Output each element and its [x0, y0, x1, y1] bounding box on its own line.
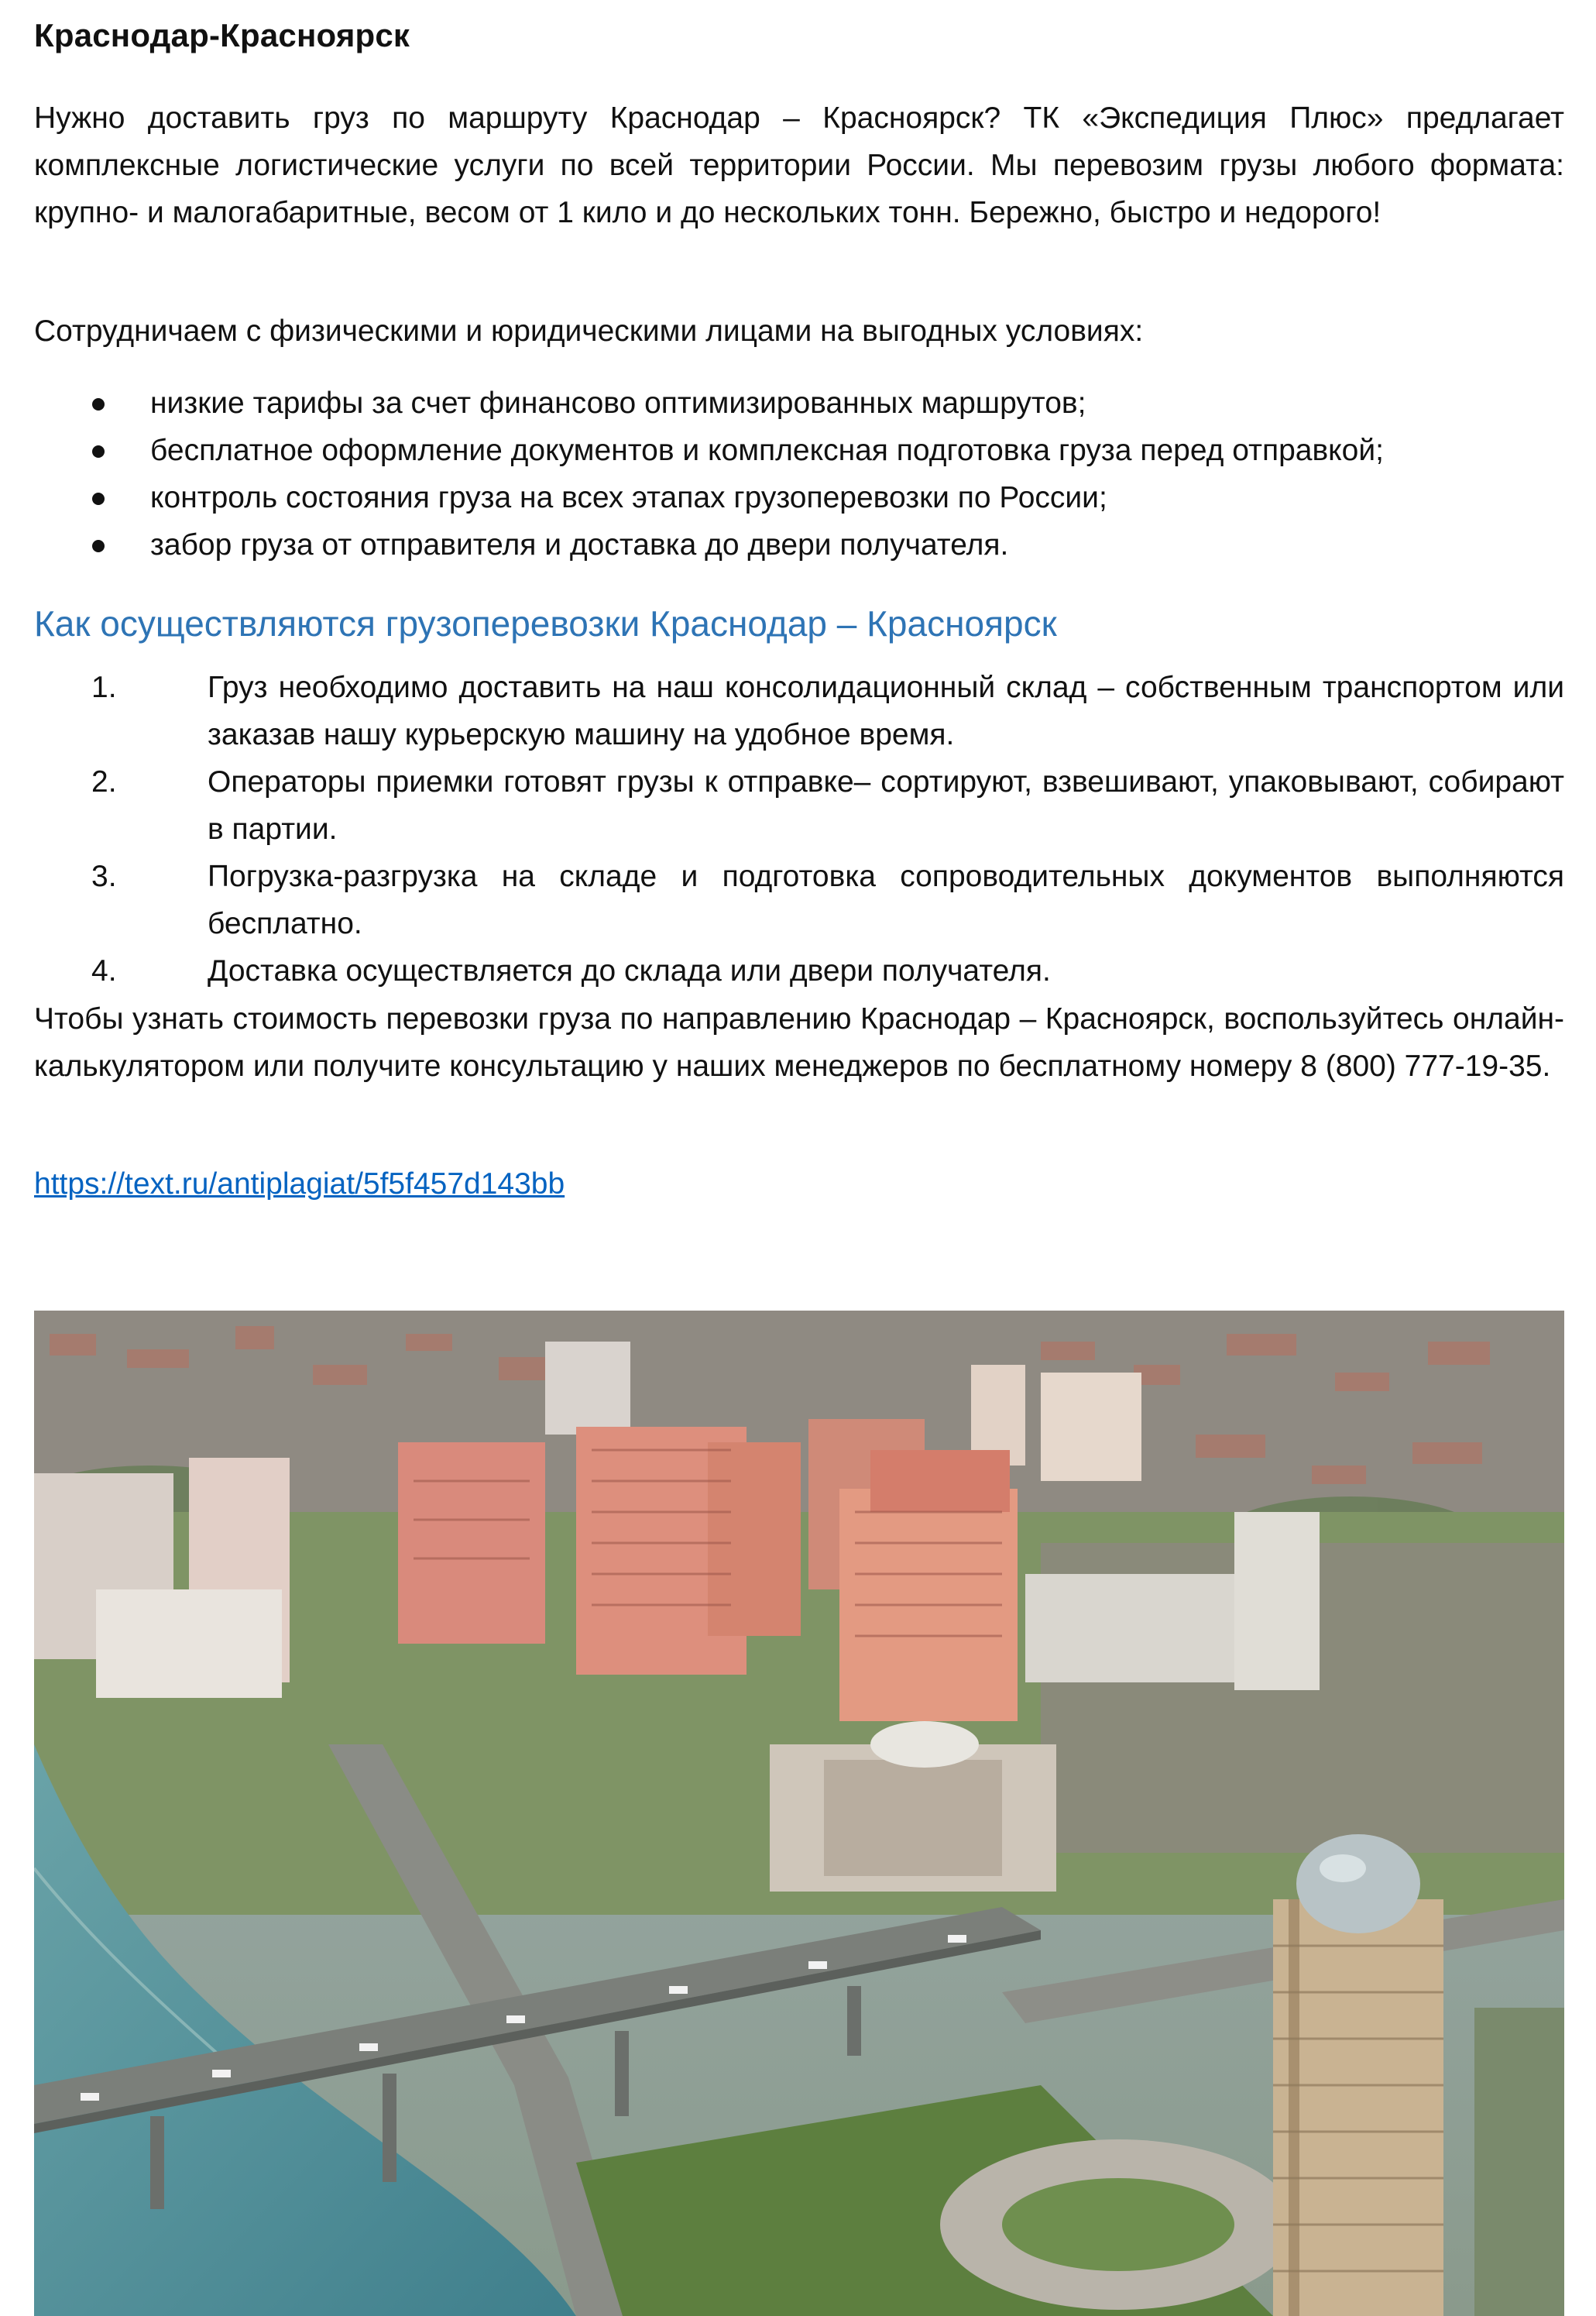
bullet-icon: [92, 398, 105, 411]
city-aerial-photo: [34, 1311, 1564, 2316]
step-item: [34, 664, 1564, 758]
steps-list: [34, 664, 1564, 995]
page-title: Краснодар-Красноярск: [34, 17, 410, 53]
benefits-list: [34, 380, 1564, 569]
list-item-text: низкие тарифы за счет финансово оптимизированных маршрутов;: [150, 387, 1086, 420]
step-number: 1.: [91, 671, 117, 704]
cooperation-paragraph: Сотрудничаем с физическими и юридическими лицами на выгодных условиях:: [34, 314, 1144, 348]
list-item: [34, 521, 1564, 569]
price-info-paragraph: Чтобы узнать стоимость перевозки груза по направлению Краснодар – Красноярск, воспользуйтесь онлайн-калькулятором или получите консультацию у наших менеджеров по бесплатному номеру 8 (800) 777-19-35.: [34, 1002, 1564, 1083]
bullet-icon: [92, 445, 105, 458]
list-item-text: забор груза от отправителя и доставка до двери получателя.: [150, 528, 1009, 562]
list-item: [34, 474, 1564, 521]
step-number: 4.: [91, 954, 117, 988]
step-text: Доставка осуществляется до склада или двери получателя.: [208, 954, 1051, 988]
list-item: [34, 427, 1564, 474]
intro-paragraph: Нужно доставить груз по маршруту Краснодар – Красноярск? ТК «Экспедиция Плюс» предлагает комплексные логистические услуги по всей территории России. Мы перевозим грузы любого формата: крупно- и малогабаритные, весом от 1 кило и до нескольких тонн. Бережно, быстро и недорого!: [34, 101, 1564, 229]
section-heading: Как осуществляются грузоперевозки Краснодар – Красноярск: [34, 603, 1057, 644]
step-number: 3.: [91, 860, 117, 893]
list-item: [34, 380, 1564, 427]
bullet-icon: [92, 540, 105, 552]
step-text: Операторы приемки готовят грузы к отправке– сортируют, взвешивают, упаковывают, собирают в партии.: [208, 765, 1564, 846]
list-item-text: бесплатное оформление документов и комплексная подготовка груза перед отправкой;: [150, 434, 1384, 467]
step-text: Погрузка-разгрузка на складе и подготовка сопроводительных документов выполняются бесплатно.: [208, 860, 1564, 940]
step-item: [34, 853, 1564, 947]
list-item-text: контроль состояния груза на всех этапах грузоперевозки по России;: [150, 481, 1107, 514]
step-number: 2.: [91, 765, 117, 799]
antiplagiat-link[interactable]: https://text.ru/antiplagiat/5f5f457d143bb: [34, 1167, 565, 1201]
step-item: [34, 758, 1564, 853]
step-text: Груз необходимо доставить на наш консолидационный склад – собственным транспортом или заказав нашу курьерскую машину на удобное время.: [208, 671, 1564, 751]
bullet-icon: [92, 493, 105, 505]
step-item: [34, 947, 1564, 995]
